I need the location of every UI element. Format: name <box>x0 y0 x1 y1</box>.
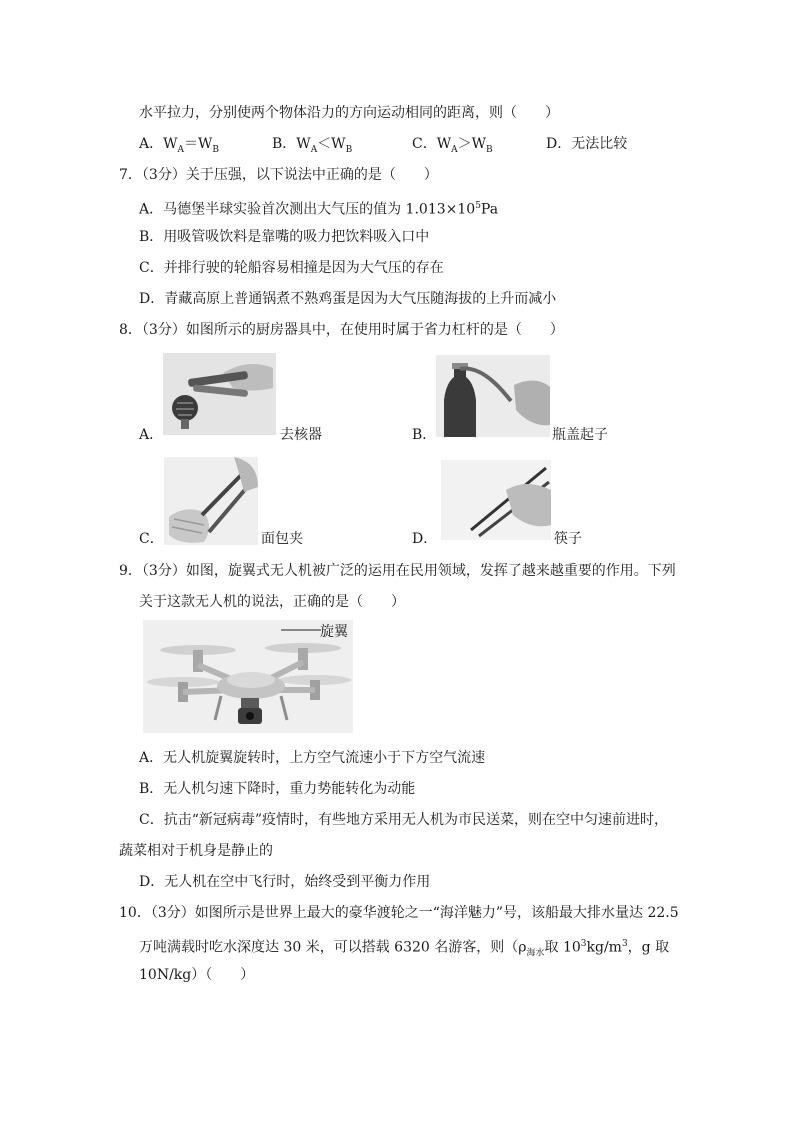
q8-option-d-letter: D． <box>412 531 438 547</box>
q8-option-a-letter: A． <box>139 427 164 443</box>
q10-stem-line2: 万吨满载时吃水深度达 30 米，可以搭载 6320 名游客，则（$\rho_{海水}$取 $10^3kg/m^3$，g 取 <box>139 939 670 959</box>
q7-option-b: B．用吸管吸饮料是靠嘴的吸力把饮料吸入口中 <box>139 229 430 245</box>
q9-stem-line1: 9．（3分）如图，旋翼式无人机被广泛的运用在民用领域，发挥了越来越重要的作用。下列 <box>119 563 676 579</box>
rotor-label: 旋翼 <box>320 624 348 640</box>
q9-option-c-line1: C．抗击“新冠病毒”疫情时，有些地方采用无人机为市民送菜，则在空中匀速前进时， <box>139 812 669 828</box>
q7-stem: 7．（3分）关于压强，以下说法中正确的是（ ） <box>119 167 438 183</box>
q8-option-b-letter: B． <box>412 427 437 443</box>
q8-option-c-letter: C． <box>139 531 164 547</box>
q9-option-a: A．无人机旋翼旋转时，上方空气流速小于下方空气流速 <box>139 750 486 766</box>
q10-stem-line1: 10．（3分）如图所示是世界上最大的豪华渡轮之一“海洋魅力”号，该船最大排水量达 22.5 <box>119 905 679 921</box>
pitter-image <box>163 353 276 435</box>
chopsticks-image <box>441 460 551 540</box>
q9-option-b: B．无人机匀速下降时，重力势能转化为动能 <box>139 781 416 797</box>
q8-stem: 8．（3分）如图所示的厨房器具中，在使用时属于省力杠杆的是（ ） <box>119 322 564 338</box>
q8-option-c-caption: 面包夹 <box>261 531 303 547</box>
q6-stem-tail: 水平拉力，分别使两个物体沿力的方向运动相同的距离，则（ ） <box>139 105 559 121</box>
bread-tongs-image <box>164 457 258 545</box>
q9-option-c-line2: 蔬菜相对于机身是静止的 <box>119 843 273 859</box>
q9-stem-line2: 关于这款无人机的说法，正确的是（ ） <box>139 594 405 610</box>
q6-option-c: C．$W_A>W_B$ <box>412 136 493 155</box>
bottle-opener-image <box>436 355 550 437</box>
q6-option-a: A．$W_A=W_B$ <box>139 136 220 155</box>
q6-option-b: B．$W_A<W_B$ <box>272 136 353 155</box>
q8-option-b-caption: 瓶盖起子 <box>552 427 608 443</box>
q6-option-d: D．无法比较 <box>546 136 628 152</box>
q10-stem-line3: 10N/kg）（ ） <box>139 967 255 983</box>
q9-option-d: D．无人机在空中飞行时，始终受到平衡力作用 <box>139 874 431 890</box>
q7-option-c: C．并排行驶的轮船容易相撞是因为大气压的存在 <box>139 260 444 276</box>
q7-option-a: A．马德堡半球实验首次测出大气压的值为 $1.013\times 10^5Pa$ <box>139 201 499 218</box>
q8-option-a-caption: 去核器 <box>280 427 322 443</box>
q8-option-d-caption: 筷子 <box>554 531 582 547</box>
q7-option-d: D．青藏高原上普通锅煮不熟鸡蛋是因为大气压随海拔的上升而减小 <box>139 291 557 307</box>
